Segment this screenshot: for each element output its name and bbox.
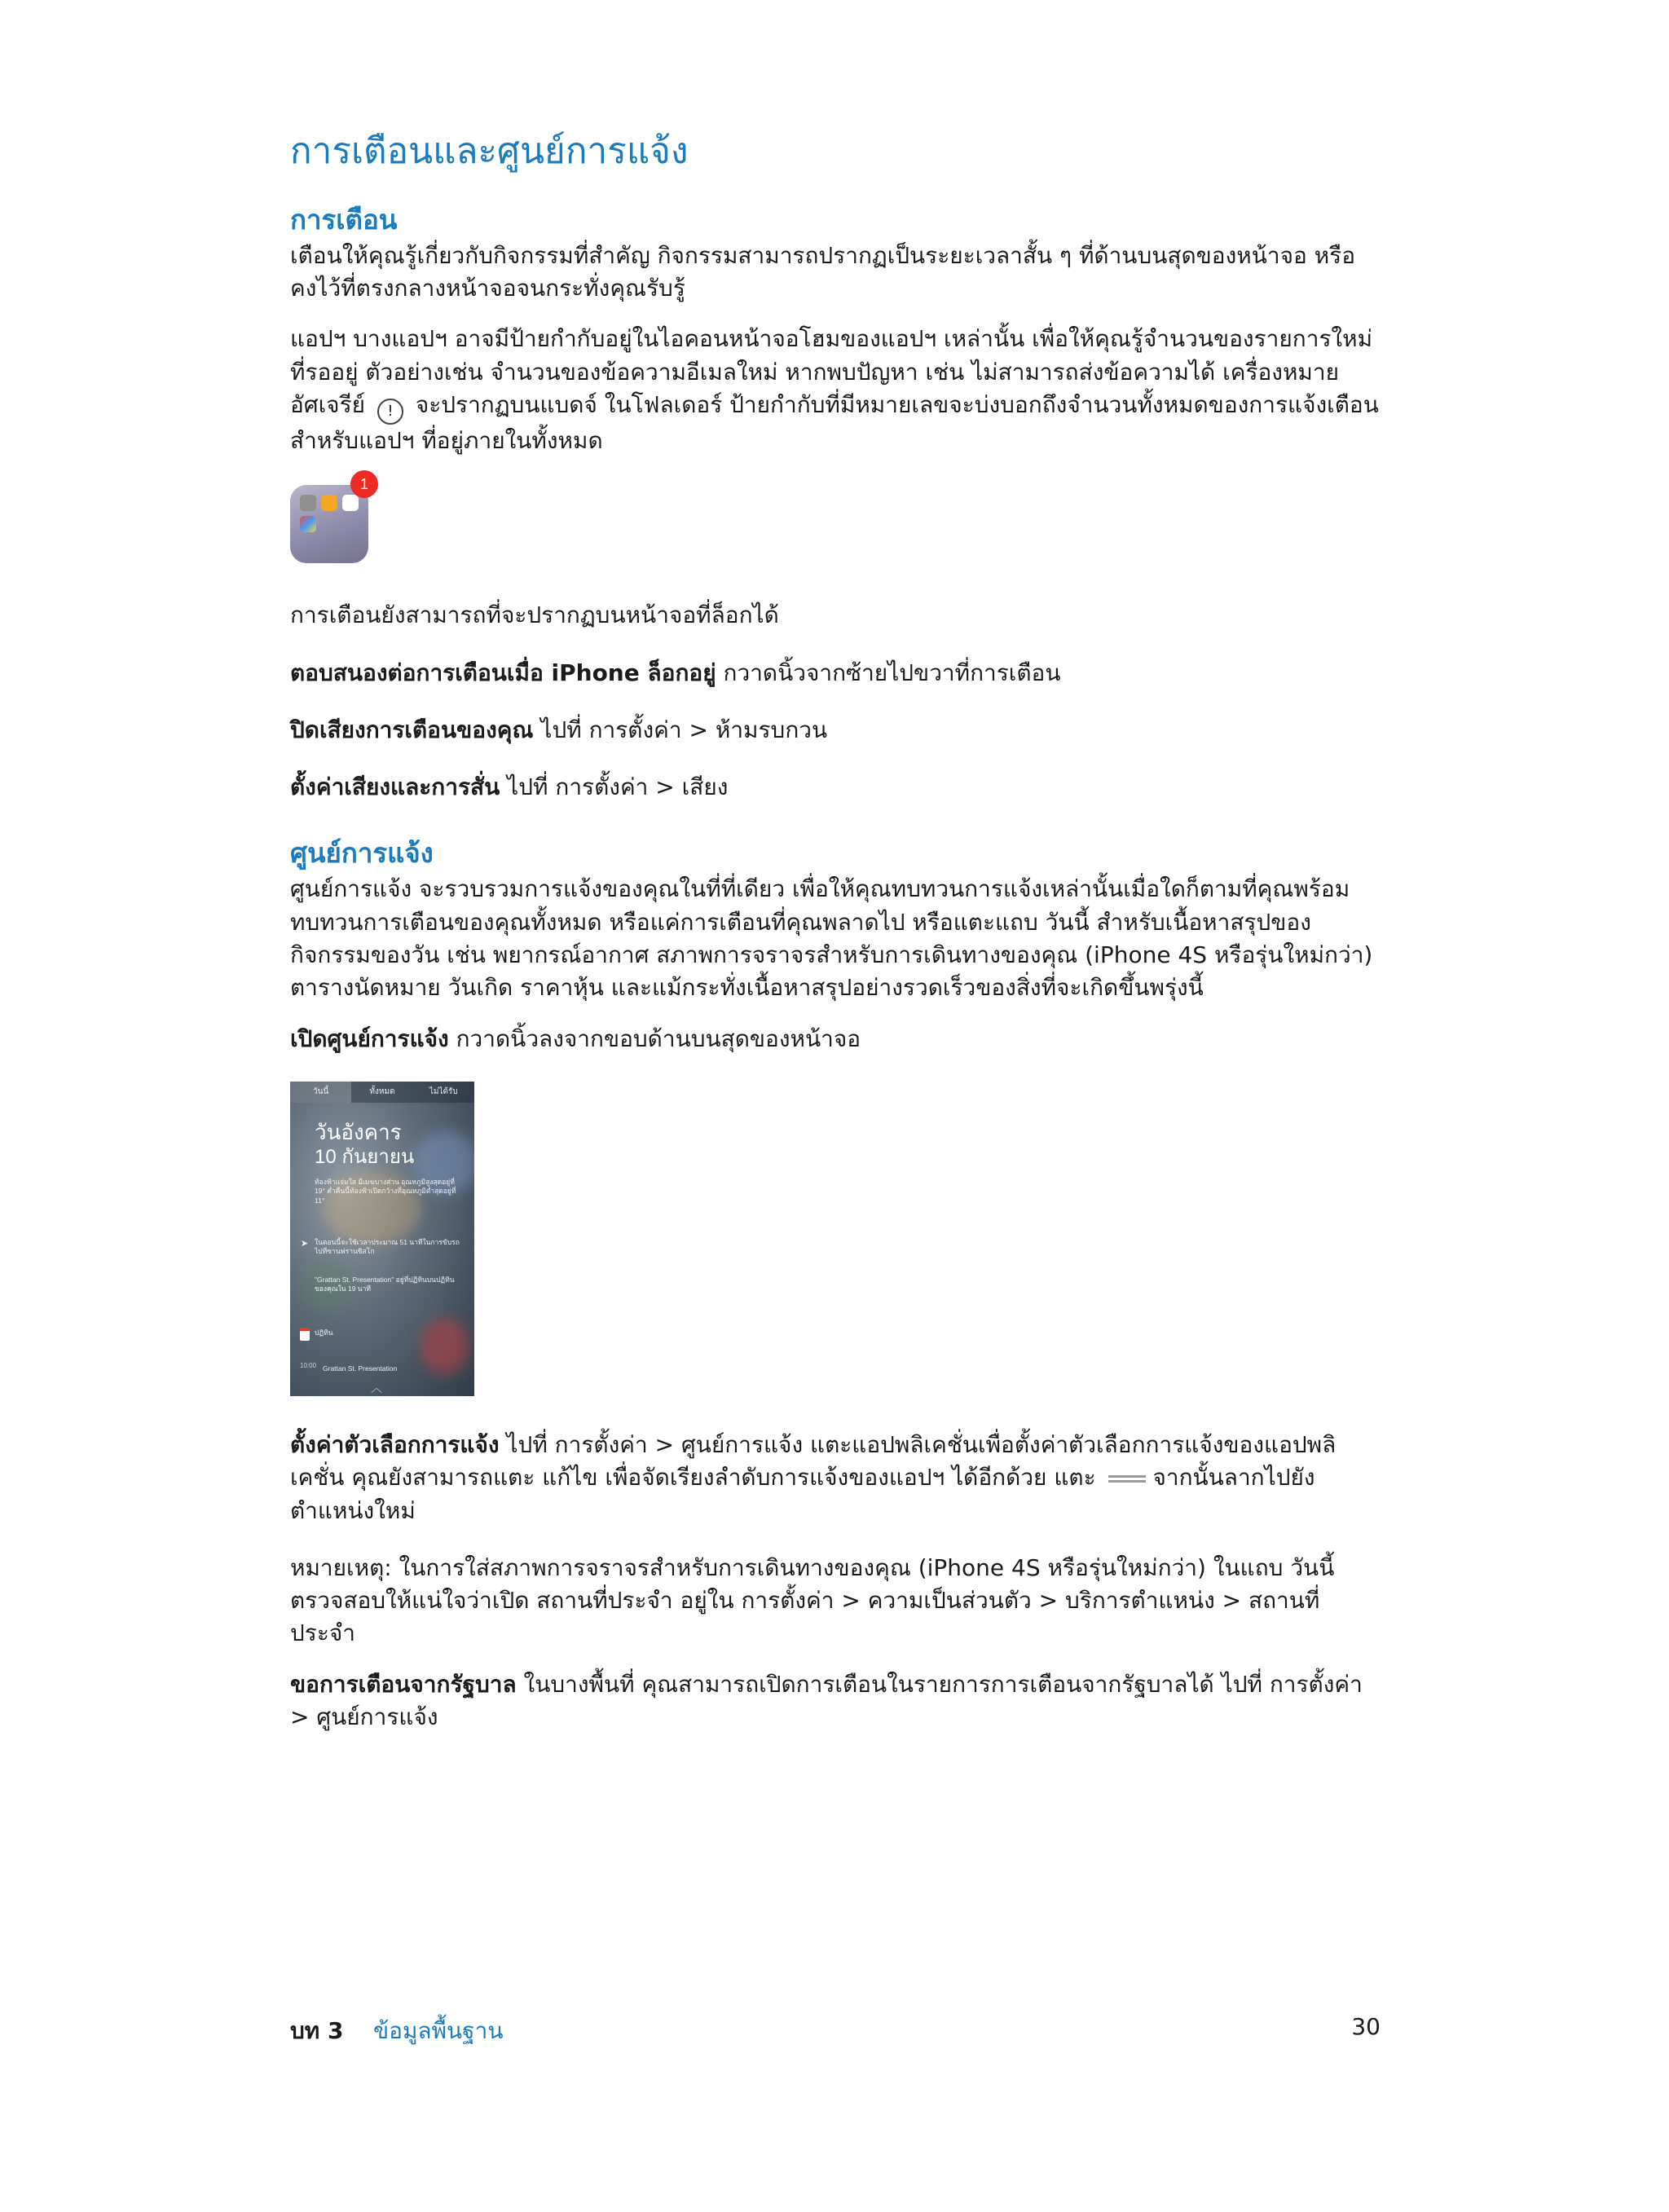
nc-intro: ศูนย์การแจ้ง จะรวบรวมการแจ้งของคุณในที่ที่เดียว เพื่อให้คุณทบทวนการแจ้งเหล่านั้นเมื่อใดก็ตามที่คุณพร้อม ทบทวนการเตือนของคุณทั้งหมด หรือแค่การเตือนที่คุณพลาดไป หรือแตะแถบ วันนี้ สำหรับเนื้อหาสรุปของกิจกรรมของวัน เช่น พยากรณ์อากาศ สภาพการจราจรสำหรับการเดินทางของคุณ (iPhone 4S หรือรุ่นใหม่กว่า) ตารางนัดหมาย วันเกิด ราคาหุ้น และแม้กระทั่งเนื้อหาสรุปอย่างรวดเร็วของสิ่งที่จะเกิดขึ้นพรุ่งนี้ [290, 875, 1373, 1002]
chevron-up-icon[interactable]: ︿ [371, 1381, 382, 1395]
note-text: หมายเหตุ: ในการใส่สภาพการจราจรสำหรับการเดินทางของคุณ (iPhone 4S หรือรุ่นใหม่กว่า) ในแถบ วันนี้ ตรวจสอบให้แน่ใจว่าเปิด สถานที่ประจำ อยู่ใน การตั้งค่า > ความเป็นส่วนตัว > บริการตำแหน่ง > สถานที่ประจำ [290, 1553, 1335, 1647]
nc-weather: ท้องฟ้าแจ่มใส มีเมฆบางส่วน อุณหภูมิสูงสุดอยู่ที่ 19° ค่ำคืนนี้ท้องฟ้าเปิดกว้างที่อุณหภูมิต่ำสุดอยู่ที่ 11° [315, 1177, 456, 1205]
alerts-intro: เตือนให้คุณรู้เกี่ยวกับกิจกรรมที่สำคัญ กิจกรรมสามารถปรากฏเป็นระยะเวลาสั้น ๆ ที่ด้านบนสุดของหน้าจอ หรือคงไว้ที่ตรงกลางหน้าจอจนกระทั่งคุณรับรู้ [290, 241, 1356, 302]
nc-options-instruction [290, 1429, 1381, 1527]
nc-heading: ศูนย์การแจ้ง [290, 837, 434, 870]
app-mini-icon [342, 495, 359, 511]
gov-label: ขอการเตือนจากรัฐบาล [290, 1670, 517, 1698]
silence-label: ปิดเสียงการเตือนของคุณ [290, 716, 534, 743]
location-arrow-icon: ➤ [301, 1238, 309, 1249]
silence-instruction [290, 714, 1381, 747]
page-title: การเตือนและศูนย์การแจ้ง [290, 130, 689, 172]
respond-label: ตอบสนองต่อการเตือนเมื่อ iPhone ล็อกอยู่ [290, 659, 716, 686]
respond-text: กวาดนิ้วจากซ้ายไปขวาที่การเตือน [723, 659, 1061, 686]
chapter-title-link[interactable]: ข้อมูลพื้นฐาน [373, 2017, 504, 2044]
badge-count: 1 [350, 470, 378, 498]
nc-tabs [290, 1082, 474, 1103]
sound-instruction [290, 771, 1381, 804]
open-nc-instruction [290, 1023, 1381, 1055]
app-mini-icon [300, 495, 316, 511]
badges-text-before: แอปฯ บางแอปฯ อาจมีป้ายกำกับอยู่ในไอคอนหน้าจอโฮมของแอปฯ เหล่านั้น เพื่อให้คุณรู้จำนวนของรายการใหม่ที่รออยู่ ตัวอย่างเช่น จำนวนของข้อความอีเมลใหม่ หากพบปัญหา เช่น ไม่สามารถส่งข้อความได้ เครื่องหมายอัศเจรีย์ [290, 325, 1373, 418]
reorder-handle-icon [1108, 1470, 1146, 1487]
gov-alerts-instruction [290, 1668, 1381, 1734]
nc-calendar-label: ปฏิทิน [315, 1328, 333, 1337]
options-text: ไปที่ การตั้งค่า > ศูนย์การแจ้ง แตะแอปพลิเคชั่นเพื่อตั้งค่าตัวเลือกการแจ้งของแอปพลิเคชั่น คุณยังสามารถแตะ แก้ไข เพื่อจัดเรียงลำดับการแจ้งของแอปฯ ได้อีกด้วย แตะ [290, 1430, 1337, 1492]
options-text-after: จากนั้นลากไปยังตำแหน่งใหม่ [290, 1464, 1315, 1524]
page-number: 30 [1351, 2013, 1381, 2040]
alerts-heading: การเตือน [290, 203, 398, 236]
tab-missed[interactable]: ไม่ได้รับ [429, 1086, 458, 1096]
tab-all[interactable]: ทั้งหมด [369, 1086, 395, 1096]
respond-instruction [290, 657, 1381, 690]
exclamation-icon: ! [377, 399, 403, 425]
tab-today[interactable]: วันนี้ [290, 1082, 351, 1103]
open-nc-label: เปิดศูนย์การแจ้ง [290, 1024, 449, 1052]
alerts-badges-paragraph [290, 323, 1381, 457]
nc-traffic: ในตอนนี้จะใช้เวลาประมาณ 51 นาทีในการขับรถไปที่ซานฟรานซิสโก [315, 1237, 460, 1256]
page-content [290, 130, 1381, 1752]
sound-text: ไปที่ การตั้งค่า > เสียง [507, 773, 729, 801]
silence-text: ไปที่ การตั้งค่า > ห้ามรบกวน [540, 716, 828, 743]
lock-screen-text: การเตือนยังสามารถที่จะปรากฏบนหน้าจอที่ล็อกได้ [290, 601, 779, 629]
notification-center-screenshot [290, 1082, 474, 1396]
folder-icon-with-badge [290, 475, 380, 565]
calendar-icon [300, 1328, 310, 1341]
open-nc-text: กวาดนิ้วลงจากขอบด้านบนสุดของหน้าจอ [456, 1024, 861, 1052]
sound-label: ตั้งค่าเสียงและการสั่น [290, 773, 500, 801]
nc-event: "Grattan St. Presentation" อยู่ที่ปฏิทินบนปฏิทินของคุณใน 19 นาที [315, 1275, 455, 1293]
nc-day: วันอังคาร [315, 1119, 402, 1144]
chapter-number: บท 3 [290, 2017, 344, 2044]
nc-event-title: Grattan St. Presentation [323, 1364, 398, 1373]
gov-text: ในบางพื้นที่ คุณสามารถเปิดการเตือนในรายการการเตือนจากรัฐบาลได้ ไปที่ การตั้งค่า > ศูนย์การแจ้ง [290, 1670, 1363, 1731]
folder-icon [290, 485, 368, 563]
app-mini-icon [321, 495, 337, 511]
nc-event-time: 10:00 [300, 1361, 317, 1369]
page-footer [290, 2013, 1381, 2046]
nc-date: 10 กันยายน [315, 1145, 415, 1168]
options-label: ตั้งค่าตัวเลือกการแจ้ง [290, 1430, 500, 1458]
badges-text-after: จะปรากฏบนแบดจ์ ในโฟลเดอร์ ป้ายกำกับที่มีหมายเลขจะบ่งบอกถึงจำนวนทั้งหมดของการแจ้งเตือนสำหรับแอปฯ ที่อยู่ภายในทั้งหมด [290, 390, 1379, 454]
app-mini-icon [300, 516, 316, 532]
